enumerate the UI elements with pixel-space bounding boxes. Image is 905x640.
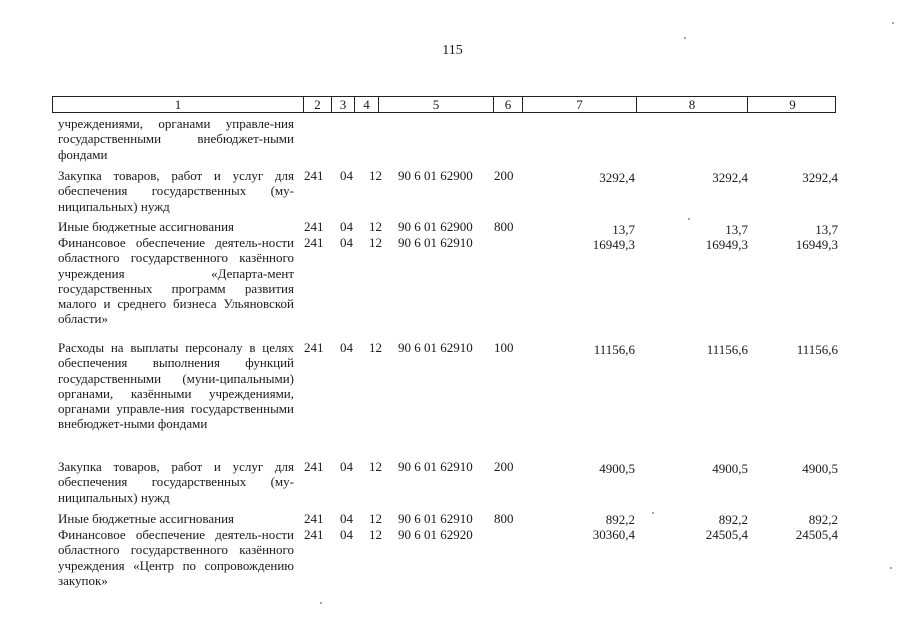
row-description: Иные бюджетные ассигнования bbox=[58, 511, 235, 526]
table-header bbox=[52, 96, 836, 113]
amount-column-9: 16949,3 bbox=[795, 237, 838, 252]
header-cell-9: 9 bbox=[747, 97, 837, 112]
amount-column-7: 892,2 bbox=[605, 512, 635, 527]
amount-column-8: 11156,6 bbox=[706, 342, 748, 357]
header-cell-4: 4 bbox=[354, 97, 378, 112]
code-column-3: 04 bbox=[340, 219, 353, 234]
page-number: 115 bbox=[442, 43, 463, 58]
code-column-4: 12 bbox=[369, 511, 382, 526]
header-cell-3: 3 bbox=[331, 97, 354, 112]
row-description: Закупка товаров, работ и услуг для обеспечения государственных (му-ниципальных) нужд bbox=[58, 459, 294, 505]
amount-column-9: 892,2 bbox=[808, 512, 838, 527]
amount-column-7: 4900,5 bbox=[599, 461, 635, 476]
header-cell-6: 6 bbox=[493, 97, 522, 112]
code-column-6: 100 bbox=[494, 340, 514, 355]
code-column-2: 241 bbox=[304, 511, 324, 526]
code-column-5: 90 6 01 62900 bbox=[398, 168, 473, 183]
amount-column-8: 24505,4 bbox=[705, 527, 748, 542]
code-column-5: 90 6 01 62900 bbox=[398, 219, 473, 234]
code-column-5: 90 6 01 62910 bbox=[398, 235, 473, 250]
amount-column-7: 3292,4 bbox=[599, 170, 635, 185]
amount-column-8: 892,2 bbox=[718, 512, 748, 527]
code-column-4: 12 bbox=[369, 340, 382, 355]
amount-column-9: 24505,4 bbox=[795, 527, 838, 542]
amount-column-7: 30360,4 bbox=[592, 527, 635, 542]
code-column-4: 12 bbox=[369, 459, 382, 474]
row-description: Расходы на выплаты персоналу в целях обеспечения выполнения функций государственными (муни-ципальными) органами, казёнными учреждениями, органами управле-ния государственными внебюджет-ными фондами bbox=[58, 340, 294, 432]
row-description: Финансовое обеспечение деятель-ности областного государственного казённого учреждения «Центр по сопровождению закупок» bbox=[58, 527, 294, 588]
scan-speck bbox=[892, 22, 894, 24]
code-column-6: 800 bbox=[494, 511, 514, 526]
code-column-6: 800 bbox=[494, 219, 514, 234]
code-column-2: 241 bbox=[304, 219, 324, 234]
code-column-6: 200 bbox=[494, 459, 514, 474]
scan-speck bbox=[652, 512, 654, 514]
row-description: учреждениями, органами управле-ния государственными внебюджет-ными фондами bbox=[58, 116, 294, 162]
code-column-5: 90 6 01 62910 bbox=[398, 511, 473, 526]
code-column-6: 200 bbox=[494, 168, 514, 183]
scan-speck bbox=[688, 218, 690, 220]
amount-column-8: 16949,3 bbox=[705, 237, 748, 252]
code-column-4: 12 bbox=[369, 219, 382, 234]
code-column-3: 04 bbox=[340, 459, 353, 474]
code-column-2: 241 bbox=[304, 459, 324, 474]
amount-column-8: 4900,5 bbox=[712, 461, 748, 476]
amount-column-8: 13,7 bbox=[725, 222, 748, 237]
scan-speck bbox=[320, 602, 322, 604]
code-column-3: 04 bbox=[340, 235, 353, 250]
code-column-3: 04 bbox=[340, 527, 353, 542]
header-cell-1: 1 bbox=[174, 97, 182, 112]
amount-column-8: 3292,4 bbox=[712, 170, 748, 185]
code-column-4: 12 bbox=[369, 527, 382, 542]
code-column-5: 90 6 01 62910 bbox=[398, 340, 473, 355]
amount-column-9: 3292,4 bbox=[802, 170, 838, 185]
amount-column-7: 13,7 bbox=[612, 222, 635, 237]
amount-column-7: 16949,3 bbox=[592, 237, 635, 252]
code-column-3: 04 bbox=[340, 340, 353, 355]
code-column-3: 04 bbox=[340, 511, 353, 526]
code-column-5: 90 6 01 62910 bbox=[398, 459, 473, 474]
code-column-4: 12 bbox=[369, 235, 382, 250]
header-cell-5: 5 bbox=[378, 97, 493, 112]
amount-column-9: 13,7 bbox=[815, 222, 838, 237]
code-column-2: 241 bbox=[304, 235, 324, 250]
row-description: Закупка товаров, работ и услуг для обеспечения государственных (му-ниципальных) нужд bbox=[58, 168, 294, 214]
header-cell-2: 2 bbox=[303, 97, 331, 112]
scan-speck bbox=[684, 37, 686, 39]
code-column-2: 241 bbox=[304, 340, 324, 355]
header-cell-8: 8 bbox=[636, 97, 747, 112]
header-cell-7: 7 bbox=[522, 97, 636, 112]
scan-speck bbox=[890, 567, 892, 569]
code-column-2: 241 bbox=[304, 168, 324, 183]
code-column-4: 12 bbox=[369, 168, 382, 183]
amount-column-9: 11156,6 bbox=[796, 342, 838, 357]
code-column-3: 04 bbox=[340, 168, 353, 183]
row-description: Иные бюджетные ассигнования bbox=[58, 219, 235, 234]
amount-column-7: 11156,6 bbox=[593, 342, 635, 357]
code-column-5: 90 6 01 62920 bbox=[398, 527, 473, 542]
amount-column-9: 4900,5 bbox=[802, 461, 838, 476]
row-description: Финансовое обеспечение деятель-ности областного государственного казённого учреждения «Департа-мент государственных программ развития малого и среднего бизнеса Ульяновской области» bbox=[58, 235, 294, 327]
code-column-2: 241 bbox=[304, 527, 324, 542]
